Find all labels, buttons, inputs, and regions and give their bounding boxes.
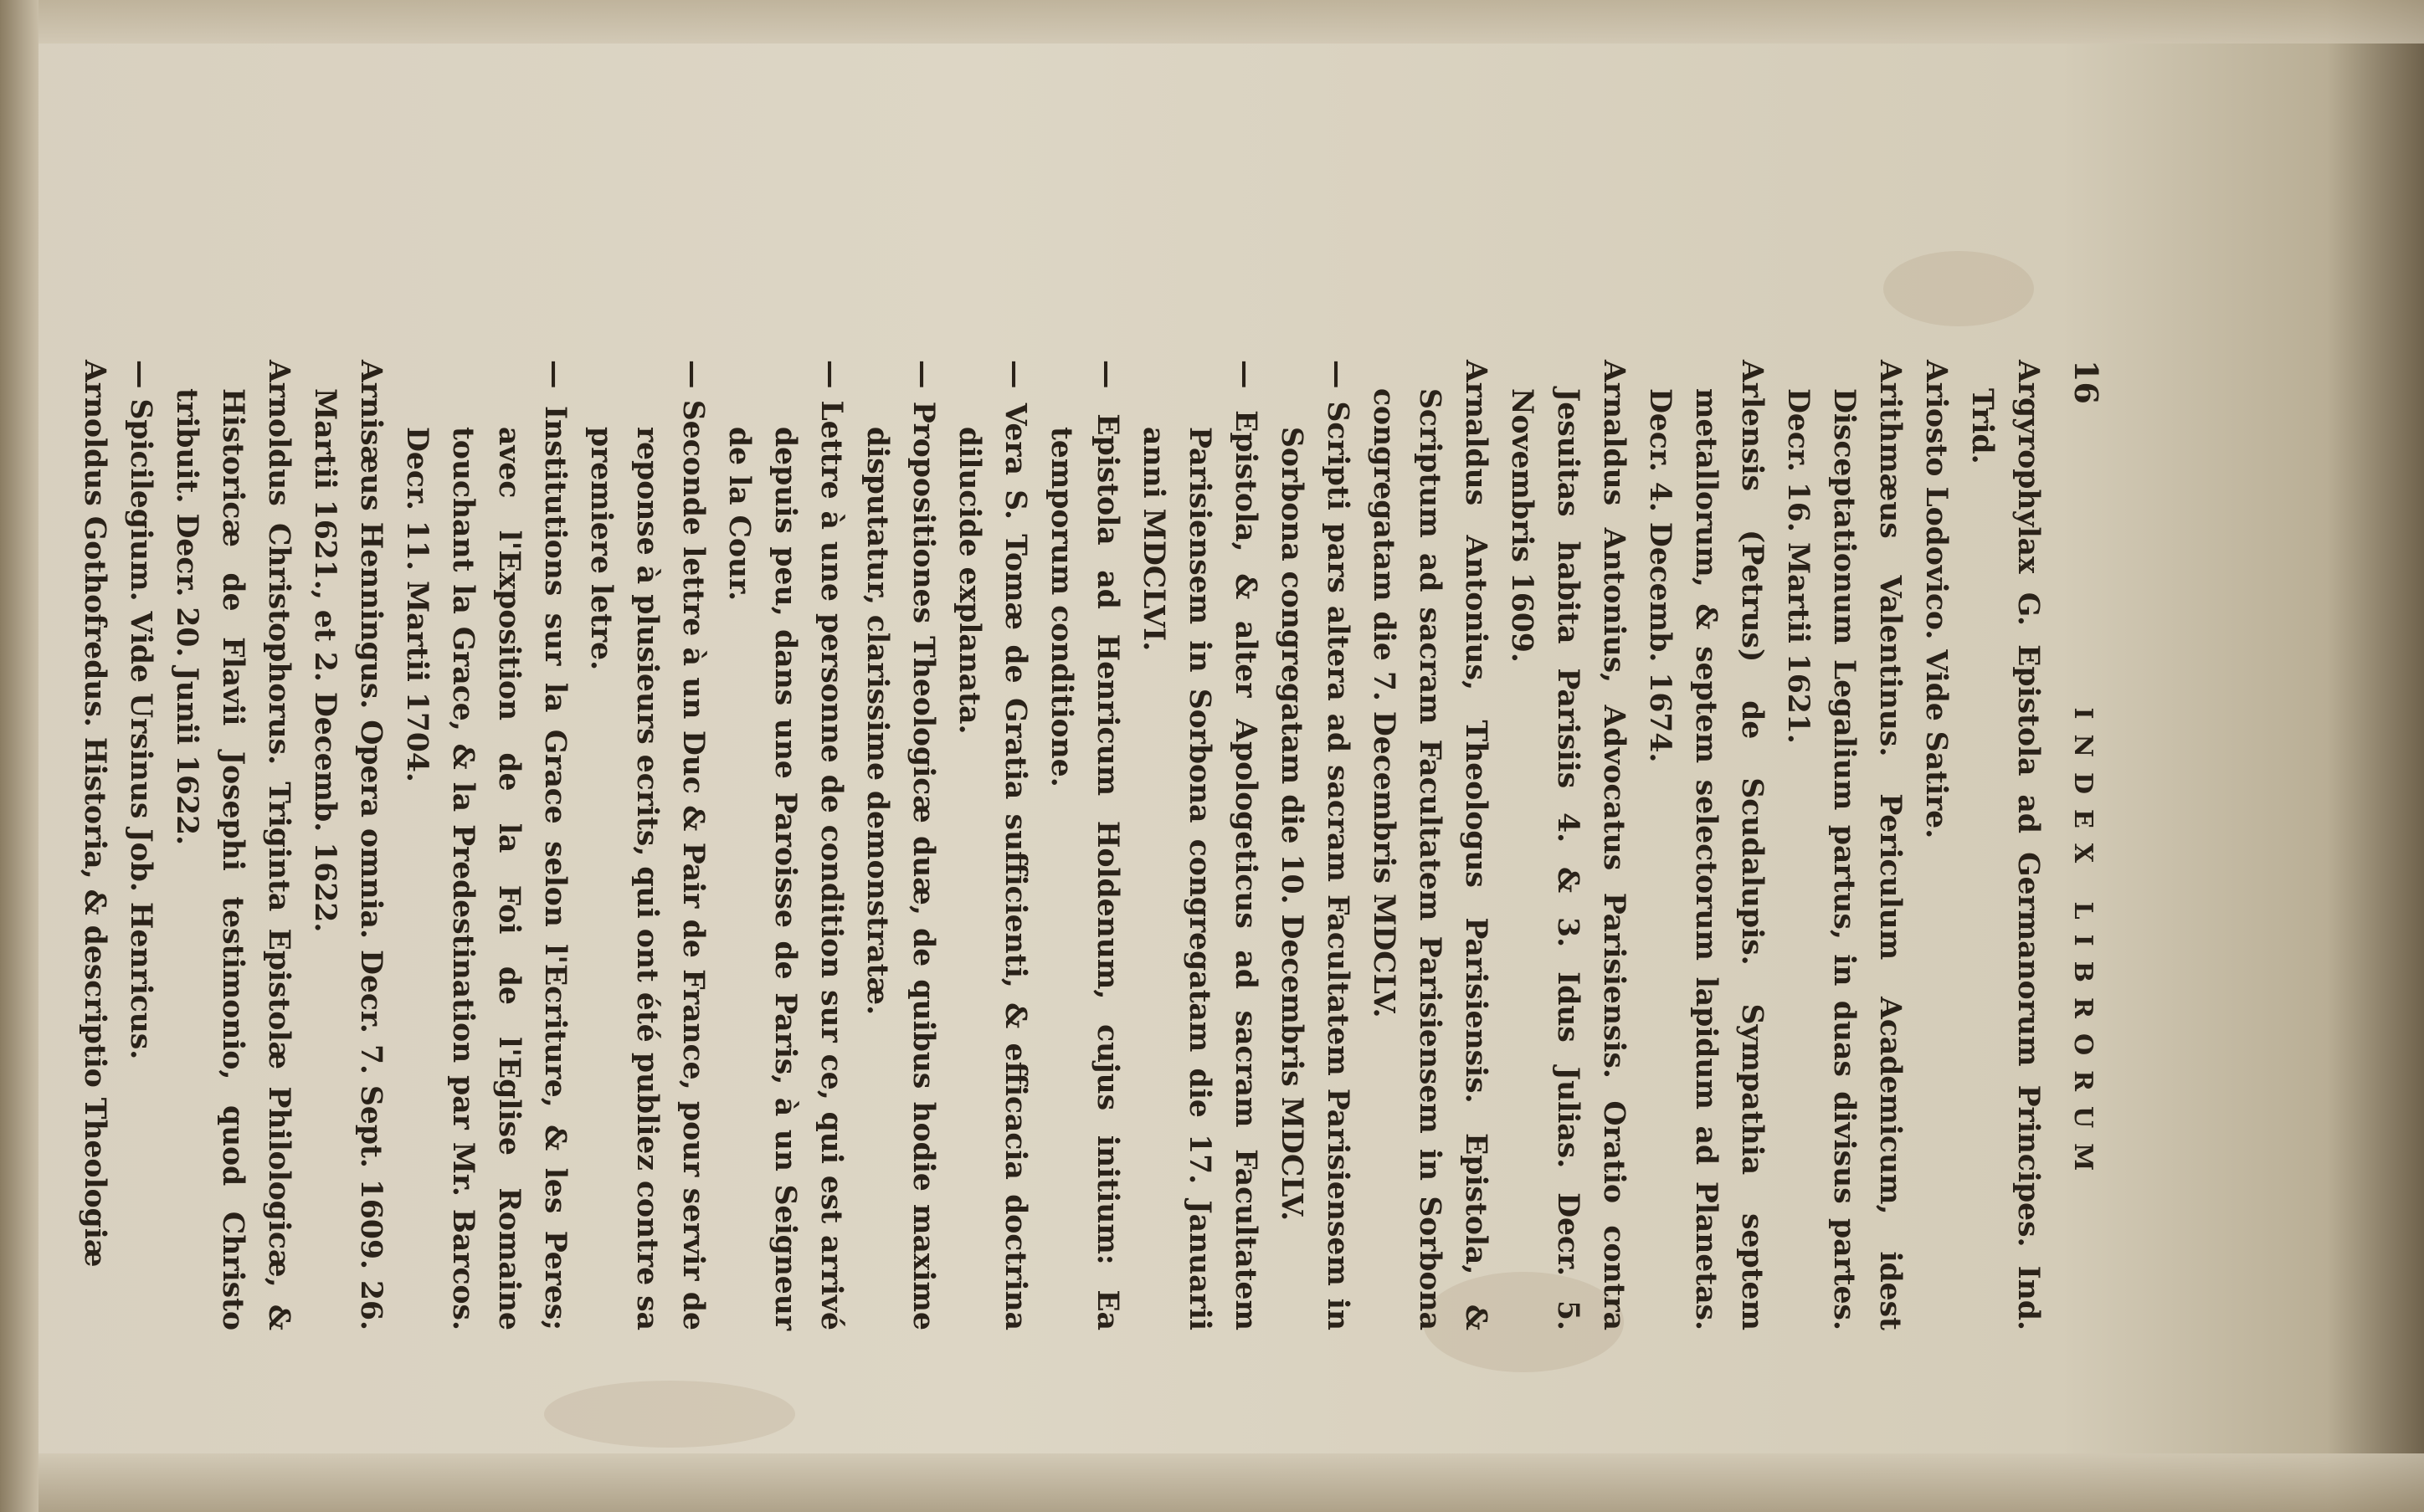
page-top-edge [0, 0, 2424, 44]
index-entry: Arnoldus Christophorus. Triginta Epistolæ Philologicæ, & Historicæ de Flavii Josephi testimonio, quod Christo tribuit. Decr. 20. Junii 1622. [170, 360, 295, 1330]
index-entry: Ariosto Lodovico. Vide Satire. [1919, 360, 1953, 839]
index-entry: Arnaldus Antonius, Advocatus Parisiensis. Oratio contra Jesuitas habita Parisiis 4. & 3. Idus Julias. Decr. 5. Novembris 1609. [1505, 360, 1631, 1330]
index-entry: Argyrophylax G. Epistola ad Germanorum Principes. Ind. Trid. [1965, 360, 2045, 1330]
index-entry: — Scripti pars altera ad sacram Facultatem Parisiensem in Sorbona congregatam die 10. Decembris MDCLV. [1275, 360, 1354, 1330]
index-entry: — Seconde lettre à un Duc & Pair de France, pour servir de reponse à plusieurs ecrits, qui ont été publiez contre sa premiere letre. [584, 360, 710, 1330]
running-header [2059, 360, 2109, 1330]
index-entry: Arnoldus Gothofredus. Historia, & descriptio Theologiæ [78, 360, 111, 1268]
index-entry: — Institutions sur la Grace selon l'Ecriture, & les Peres; avec l'Exposition de la Foi de l'Eglise Romaine touchant la Grace, & la Predestination par Mr. Barcos. Decr. 11. Martii 1704. [400, 360, 572, 1330]
index-entry: — Propositiones Theologicæ duæ, de quibus hodie maxime disputatur, clarissime demonstratæ. [860, 360, 940, 1330]
rotated-text-block [78, 360, 2109, 1422]
index-entry: — Epistola, & alter Apologeticus ad sacram Facultatem Parisiensem in Sorbona congregatam die 17. Januarii anni MDCLVI. [1137, 360, 1262, 1330]
text-column [78, 360, 2109, 1330]
page-number: 16 [2067, 360, 2105, 404]
page-header-title: INDEX LIBRORUM [2068, 707, 2098, 1187]
page-bottom-edge [0, 1453, 2424, 1512]
index-entries [71, 360, 2051, 1330]
index-entry: — Vera S. Tomæ de Gratia sufficienti, & efficacia doctrina dilucide explanata. [953, 360, 1032, 1330]
index-entry: Arnaldus Antonius, Theologus Parisiensis. Epistola, & Scriptum ad sacram Facultatem Parisiensem in Sorbona congregatam die 7. Decembris MDCLV. [1367, 360, 1492, 1330]
index-entry: — Lettre à une personne de condition sur ce, qui est arrivé depuis peu, dans une Paroisse de Paris, à un Seigneur de la Cour. [722, 360, 848, 1330]
paper-stain [1883, 251, 2034, 326]
index-entry: Arlensis (Petrus) de Scudalupis. Sympathia septem metallorum, & septem selectorum lapidum ad Planetas. Decr. 4. Decemb. 1674. [1643, 360, 1769, 1330]
index-entry: — Epistola ad Henricum Holdenum, cujus initium: Ea temporum conditione. [1045, 360, 1124, 1330]
left-binding-edge [0, 0, 39, 1512]
index-entry: — Spicilegium. Vide Ursinus Job. Henricus. [124, 360, 157, 1060]
index-entry: Arithmæus Valentinus. Periculum Academicum, idest Disceptationum Legalium partus, in duas divisus partes. Decr. 16. Martii 1621. [1781, 360, 1907, 1330]
index-entry: Arnisæus Henningus. Opera omnia. Decr. 7. Sept. 1609. 26. Martii 1621., et 2. Decemb. 1622. [308, 360, 388, 1330]
